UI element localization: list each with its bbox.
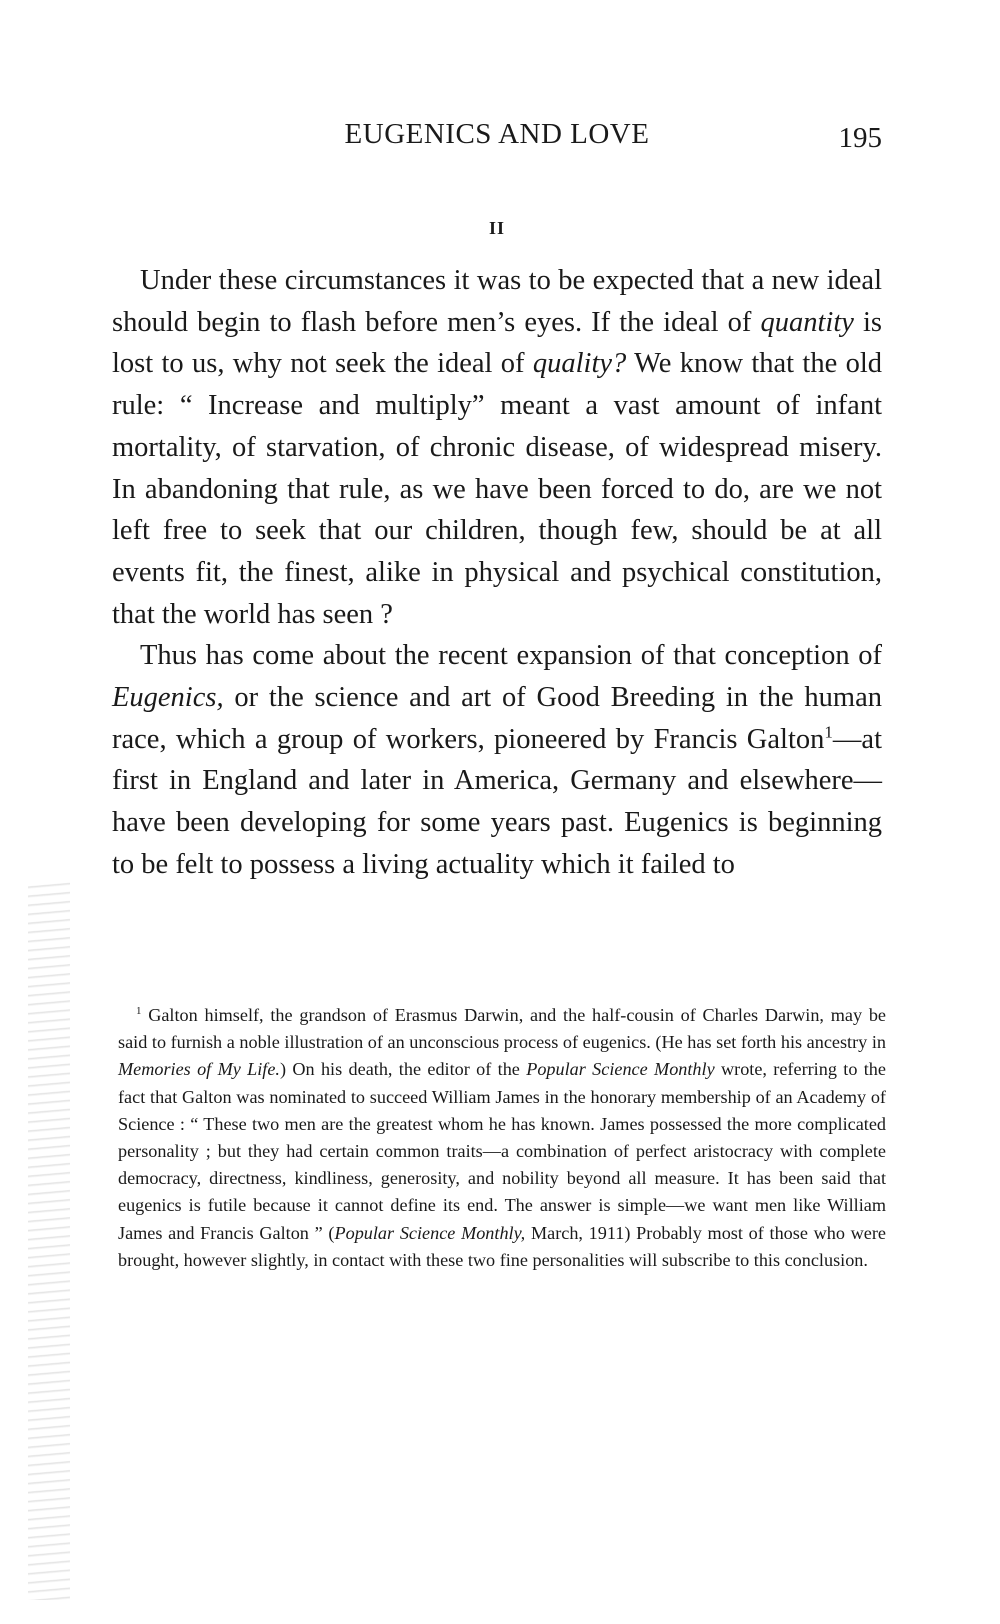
- text-run: is lost to us, why not seek the ideal of: [112, 306, 882, 380]
- italic-title: Popular Science Monthly,: [334, 1222, 526, 1243]
- text-run: March, 1911) Probably most of those who were brought, however slightly, in contact with these two fine personalities will subscribe to this conclusion.: [118, 1222, 886, 1270]
- text-run: ) On his death, the editor of the: [279, 1059, 527, 1080]
- section-numeral: II: [488, 218, 505, 238]
- running-title: EUGENICS AND LOVE: [344, 118, 650, 150]
- footnote-marker: 1: [136, 1004, 142, 1017]
- footnote: [118, 1002, 886, 1274]
- text-run: Under these circumstances it was to be expected that a new ideal should begin to flash before men’s eyes. If the ideal of: [112, 265, 882, 338]
- text-run: Thus has come about the recent expansion of that conception of: [140, 640, 882, 672]
- scan-artifact: [28, 880, 70, 1600]
- text-run: Galton himself, the grandson of Erasmus Darwin, and the half-cousin of Charles Darwin, may be said to furnish a noble illustration of an unconscious process of eugenics. (He has set forth his ancestry in: [118, 1005, 886, 1053]
- running-header: [112, 118, 882, 158]
- text-run: wrote, referring to the fact that Galton was nominated to succeed William James in the honorary membership of an Academy of Science : “ These two men are the greatest whom he has known. James possessed the more complicated personality ; but they had certain common traits—a combination of perfect aristocracy with complete democracy, directness, kindliness, generosity, and nobility beyond all measure. It has been said that eugenics is futile because it cannot define its end. The answer is simple—we want men like William James and Francis Galton ” (: [118, 1059, 886, 1243]
- text-run: —at first in England and later in America, Germany and elsewhere—have been developing for some years past. Eugenics is beginning to be felt to possess a living actuality which it failed to: [112, 723, 882, 880]
- italic-term: quality?: [532, 348, 627, 380]
- page-number: 195: [838, 122, 882, 154]
- paragraph: [112, 635, 882, 885]
- italic-title: Memories of My Life.: [118, 1059, 280, 1080]
- footnote-reference: 1: [824, 722, 833, 742]
- text-run: or the science and art of Good Breeding in the human race, which a group of workers, pioneered by Francis Galton: [112, 682, 882, 755]
- paragraph: [112, 260, 882, 635]
- italic-title: Popular Science Monthly: [526, 1059, 715, 1080]
- main-text: [112, 260, 882, 886]
- footnotes: [118, 1002, 886, 1274]
- text-run: We know that the old rule: “ Increase and multiply” meant a vast amount of infant mortality, of starvation, of chronic disease, of widespread misery. In abandoning that rule, as we have been forced to do, are we not left free to seek that our children, though few, should be at all events fit, the finest, alike in physical and psychical constitution, that the world has seen ?: [112, 348, 882, 630]
- italic-term: quantity: [760, 306, 854, 338]
- italic-term: Eugenics,: [112, 682, 224, 714]
